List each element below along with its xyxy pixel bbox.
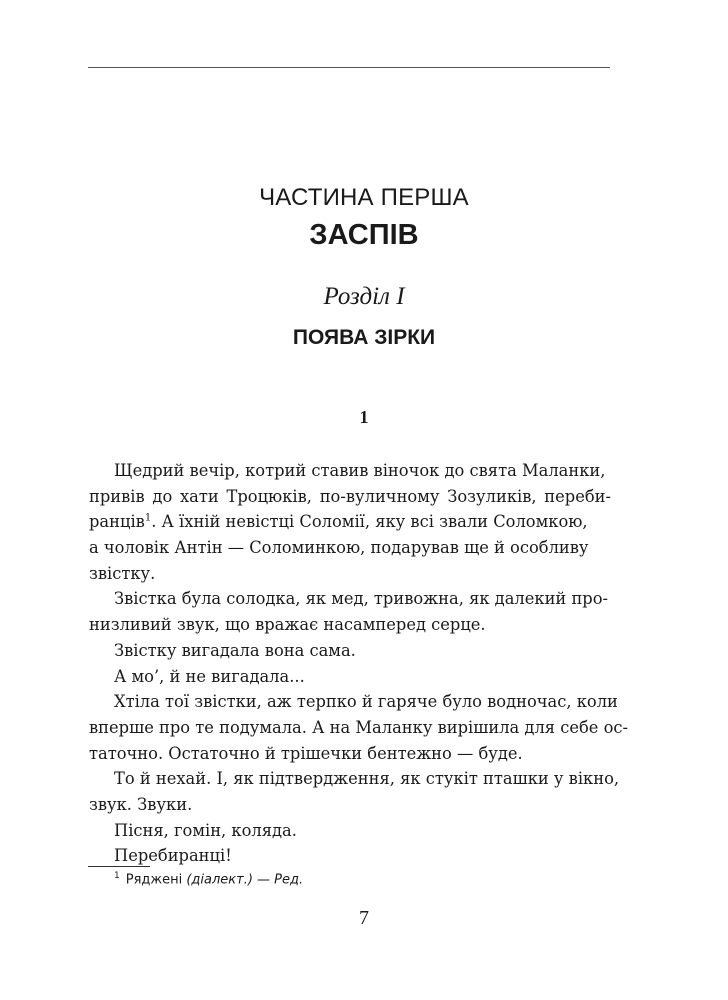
- text-line: Перебиранці!: [114, 846, 232, 866]
- text-line: А мо’, й не вигадала...: [114, 666, 305, 686]
- footnote-word: Ряджені: [125, 872, 183, 888]
- body-text: [89, 458, 629, 869]
- text-line: [89, 509, 611, 535]
- text-fragment: ранців: [89, 512, 145, 532]
- text-line: Звістка була солодка, як мед, тривожна, як далекий про-: [114, 589, 609, 609]
- part-title: ЧАСТИНА ПЕРША: [259, 184, 469, 211]
- text-line: звістку.: [89, 563, 156, 583]
- text-line: То й нехай. І, як підтвердження, як стукіт пташки у вікно,: [114, 769, 620, 789]
- text-line: звук. Звуки.: [89, 794, 193, 814]
- page-number: 7: [359, 907, 369, 929]
- text-line: Хтіла тої звістки, аж терпко й гаряче було водночас, коли: [114, 692, 618, 712]
- text-line: низливий звук, що вражає насамперед серце.: [89, 615, 486, 635]
- footnote-reference[interactable]: 1: [144, 512, 152, 524]
- part-name: ЗАСПІВ: [309, 219, 419, 251]
- text-line: привів до хати Троцюків, по-вуличному Зозуликів, переби-: [89, 486, 611, 506]
- footnote-number: 1: [114, 871, 120, 881]
- text-fragment: . А їхній невістці Соломії, яку всі звали Соломкою,: [151, 512, 588, 532]
- text-line: Пісня, гомін, коляда.: [114, 820, 297, 840]
- section-title: ПОЯВА ЗІРКИ: [292, 326, 436, 349]
- footnote-note: (діалект.) — Ред.: [186, 872, 304, 888]
- header-rule: [88, 67, 610, 68]
- section-label: Розділ I: [323, 283, 405, 310]
- text-line: Звістку вигадала вона сама.: [114, 640, 356, 660]
- text-line: вперше про те подумала. А на Маланку вирішила для себе ос-: [89, 717, 629, 737]
- footnote: [114, 871, 303, 887]
- text-line: а чоловік Антін — Соломинкою, подарував ще й особливу: [89, 538, 589, 558]
- footnote-separator: [88, 866, 150, 867]
- text-line: Щедрий вечір, котрий ставив віночок до свята Маланки,: [114, 461, 606, 480]
- subsection-number: 1: [359, 407, 369, 427]
- text-line: таточно. Остаточно й трішечки бентежно — буде.: [89, 743, 523, 763]
